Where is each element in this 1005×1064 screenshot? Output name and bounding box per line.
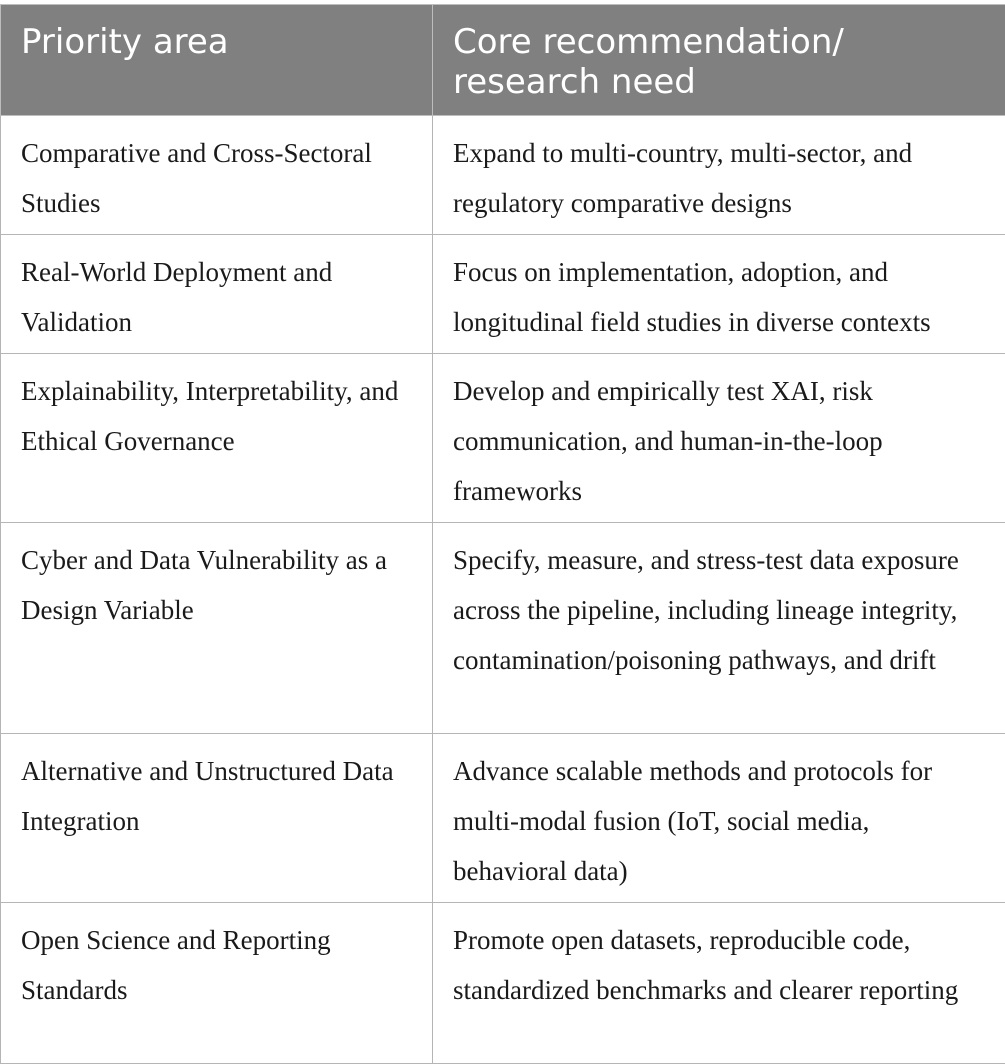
recommendation-cell: Advance scalable methods and protocols for multi-modal fusion (IoT, social media, behavioral data) bbox=[433, 734, 1005, 903]
recommendation-cell: Expand to multi-country, multi-sector, and regulatory comparative designs bbox=[433, 116, 1005, 235]
recommendation-cell: Focus on implementation, adoption, and longitudinal field studies in diverse contexts bbox=[433, 235, 1005, 354]
header-priority-area: Priority area bbox=[1, 5, 433, 116]
priority-area-cell: Comparative and Cross-Sectoral Studies bbox=[1, 116, 433, 235]
table-row bbox=[1, 523, 1005, 734]
table-row bbox=[1, 354, 1005, 523]
header-core-recommendation: Core recommendation/ research need bbox=[433, 5, 1005, 116]
priority-area-cell: Real-World Deployment and Validation bbox=[1, 235, 433, 354]
recommendation-cell: Develop and empirically test XAI, risk communication, and human-in-the-loop frameworks bbox=[433, 354, 1005, 523]
recommendation-cell: Specify, measure, and stress-test data exposure across the pipeline, including lineage integrity, contamination/poisoning pathways, and drift bbox=[433, 523, 1005, 734]
table-row bbox=[1, 903, 1005, 1064]
recommendation-cell: Promote open datasets, reproducible code, standardized benchmarks and clearer reporting bbox=[433, 903, 1005, 1064]
table-row bbox=[1, 235, 1005, 354]
table-row bbox=[1, 116, 1005, 235]
priority-area-cell: Open Science and Reporting Standards bbox=[1, 903, 433, 1064]
priority-area-cell: Alternative and Unstructured Data Integration bbox=[1, 734, 433, 903]
priority-area-cell: Cyber and Data Vulnerability as a Design Variable bbox=[1, 523, 433, 734]
priority-area-cell: Explainability, Interpretability, and Ethical Governance bbox=[1, 354, 433, 523]
table-row bbox=[1, 734, 1005, 903]
recommendations-table-container bbox=[0, 4, 1005, 1064]
table-header-row bbox=[1, 5, 1005, 116]
recommendations-table bbox=[0, 4, 1005, 1064]
